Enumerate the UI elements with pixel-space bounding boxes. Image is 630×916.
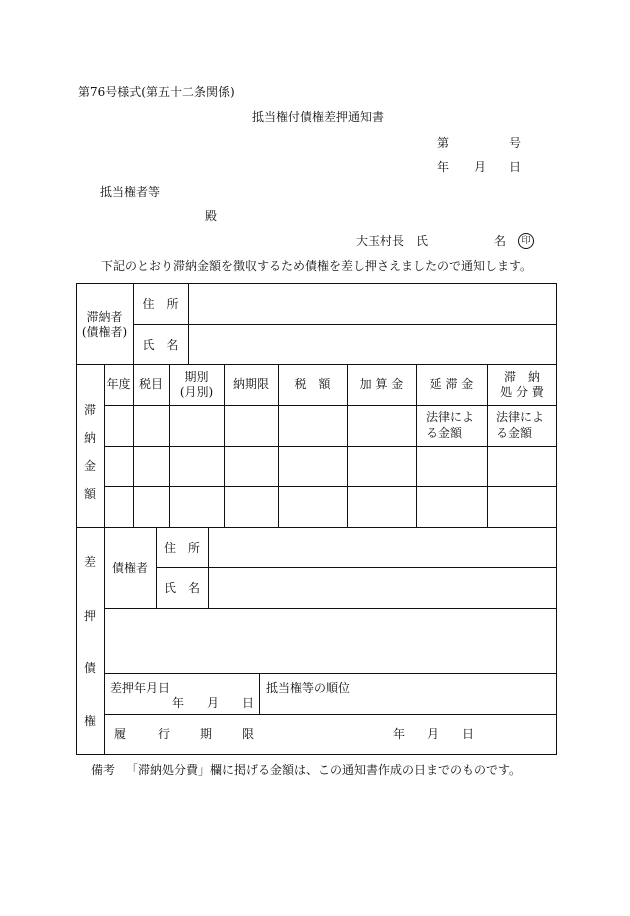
seized-claim-detail-field[interactable] <box>106 611 555 671</box>
disposal-legal-line1: 法律によ <box>496 410 545 424</box>
seizure-date-year: 年 <box>172 696 185 710</box>
performance-label-4: 限 <box>242 727 255 741</box>
delinquent-name-field[interactable] <box>190 327 555 362</box>
performance-label-1: 履 <box>114 727 127 741</box>
debtor-address-label: 住 所 <box>163 541 200 555</box>
performance-label-2: 行 <box>158 727 171 741</box>
debtor-name-field[interactable] <box>210 570 555 606</box>
amount-side-label: 滞 納 金 額 <box>83 403 96 501</box>
delinquent-label-line2: (債権者) <box>81 325 128 339</box>
header-date-year: 年 <box>437 160 450 174</box>
honorific: 殿 <box>205 209 218 223</box>
col-additional: 加 算 金 <box>359 377 404 391</box>
col-period-line1: 期別 <box>184 370 209 384</box>
col-year: 年度 <box>106 377 131 391</box>
seizure-date-day: 日 <box>242 696 255 710</box>
header-date-month: 月 <box>474 160 487 174</box>
col-tax-amount: 税 額 <box>294 377 331 391</box>
header-date-day: 日 <box>509 160 522 174</box>
seized-side-label-3: 債 <box>83 661 96 675</box>
col-due-date: 納期限 <box>232 377 269 391</box>
delinquent-label-line1: 滞納者 <box>86 310 123 324</box>
delinquent-address-field[interactable] <box>190 286 555 322</box>
col-late-fee: 延 滞 金 <box>429 377 474 391</box>
number-label-go: 号 <box>509 136 522 150</box>
issuer-label: 大玉村長 氏 <box>356 234 429 248</box>
delinquent-address-label: 住 所 <box>142 297 179 311</box>
remarks-text: 「滞納処分費」欄に掲げる金額は、この通知書作成の日までのものです。 <box>126 763 522 777</box>
col-disposal-line1: 滞 納 <box>503 370 540 384</box>
seized-side-label-1: 差 <box>83 555 96 569</box>
seized-side-label-2: 押 <box>83 609 96 623</box>
addressee-label: 抵当権者等 <box>100 185 161 199</box>
seizure-date-label: 差押年月日 <box>110 681 171 695</box>
form-number: 第76号様式(第五十二条関係) <box>78 85 235 99</box>
debtor-name-label: 氏 名 <box>163 581 200 595</box>
disposal-legal-line2: る金額 <box>496 426 533 440</box>
debtor-address-field[interactable] <box>210 530 555 565</box>
mortgage-rank-label: 抵当権等の順位 <box>266 681 351 695</box>
late-legal-line2: る金額 <box>426 426 463 440</box>
delinquent-name-label: 氏 名 <box>142 338 179 352</box>
late-legal-line1: 法律によ <box>426 410 475 424</box>
seizure-date-month: 月 <box>207 696 220 710</box>
remarks-label: 備考 <box>91 763 116 777</box>
document-title: 抵当権付債権差押通知書 <box>252 110 385 124</box>
number-label-dai: 第 <box>437 136 450 150</box>
debtor-label: 債権者 <box>111 561 148 575</box>
seized-side-label-4: 権 <box>83 714 96 728</box>
performance-date-year: 年 <box>393 727 406 741</box>
performance-date-month: 月 <box>427 727 440 741</box>
col-tax-item: 税目 <box>138 377 163 391</box>
issuer-name-label: 名 <box>494 234 507 248</box>
performance-label-3: 期 <box>200 727 213 741</box>
seal-mark: 印 <box>518 233 534 249</box>
performance-date-day: 日 <box>462 727 475 741</box>
notice-text: 下記のとおり滞納金額を徴収するため債権を差し押さえましたので通知します。 <box>101 259 533 273</box>
col-period-line2: (月別) <box>179 385 214 399</box>
col-disposal-line2: 処 分 費 <box>500 385 544 399</box>
